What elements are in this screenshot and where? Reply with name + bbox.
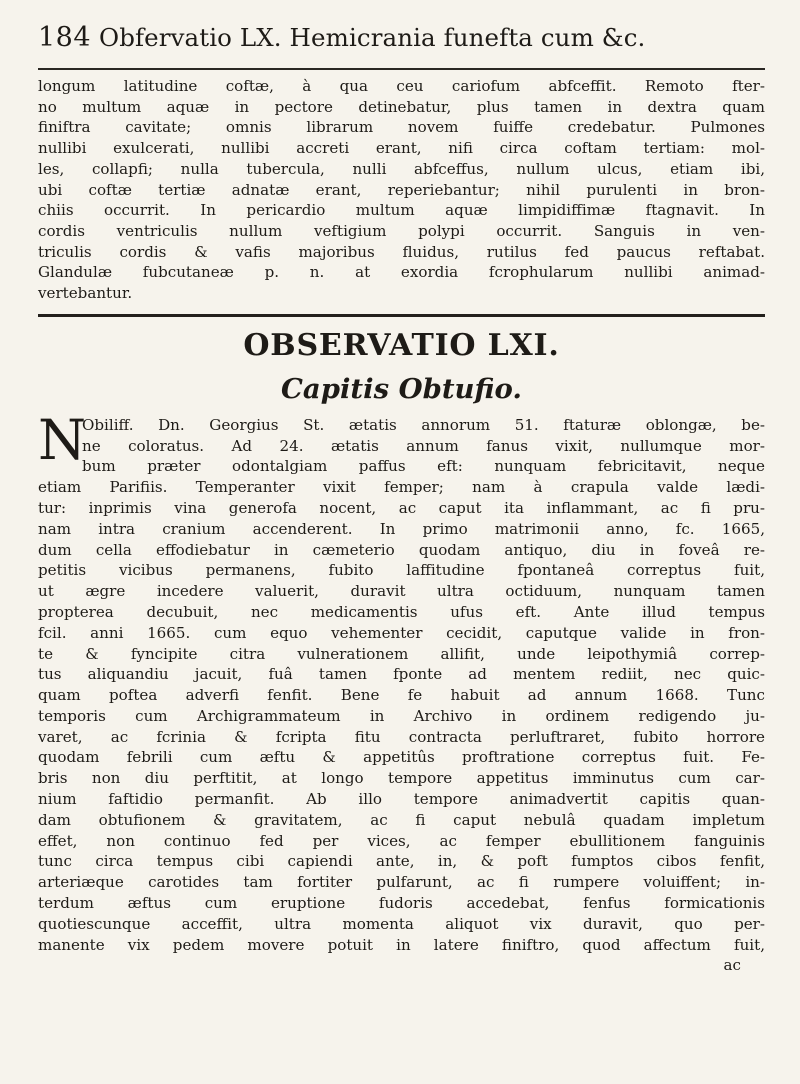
observation-subtitle: Capitis Obtufio. bbox=[281, 372, 522, 405]
text-line: longum latitudine coftæ, à qua ceu cariofum abfceffit. Remoto fter- bbox=[38, 77, 765, 95]
text-line: fcil. anni 1665. cum equo vehementer cecidit, caputque valide in fron- bbox=[38, 623, 765, 642]
text-line: vertebantur. bbox=[38, 284, 133, 303]
text-line: nullibi exulcerati, nullibi accreti erant, nifi circa coftam tertiam: mol- bbox=[38, 139, 765, 158]
text-line: tur: inprimis vina generofa nocent, ac caput ita inflammant, ac fi pru- bbox=[38, 498, 765, 517]
text-line: les, collapfi; nulla tubercula, nulli abfceffus, nullum ulcus, etiam ibi, bbox=[38, 159, 765, 178]
text-line: petitis vicibus permanens, fubito laffitudine fpontaneâ correptus fuit, bbox=[38, 561, 765, 580]
text-line: varet, ac fcrinia & fcripta fitu contracta perluftraret, fubito horrore bbox=[38, 727, 765, 746]
text-line: arteriæque carotides tam fortiter pulfarunt, ac fi rumpere voluiffent; in- bbox=[38, 873, 765, 892]
running-title: Obfervatio LX. Hemicrania funefta cum &c. bbox=[99, 23, 646, 52]
text-line: Glandulæ fubcutaneæ p. n. at exordia fcrophularum nullibi animad- bbox=[38, 263, 765, 282]
text-line: quotiescunque acceffit, ultra momenta aliquot vix duravit, quo per- bbox=[38, 914, 765, 933]
catchword: ac bbox=[723, 956, 741, 975]
text-line: no multum aquæ in pectore detinebatur, plus tamen in dextra quam bbox=[38, 97, 765, 116]
text-line: terdum æftus cum eruptione fudoris accedebat, fenfus formicationis bbox=[38, 894, 765, 913]
text-line: tunc circa tempus cibi capiendi ante, in, & poft fumptos cibos fenfit, bbox=[38, 852, 765, 871]
text-line: tus aliquandiu jacuit, fuâ tamen fponte ad mentem rediit, nec quic- bbox=[38, 665, 765, 684]
observation-title: OBSERVATIO LXI. bbox=[243, 327, 560, 363]
previous-observation-text bbox=[38, 76, 765, 304]
observation-body bbox=[38, 407, 765, 977]
text-line: chiis occurrit. In pericardio multum aquæ limpidiffimæ ftagnavit. In bbox=[38, 201, 765, 220]
text-line: Obiliff. Dn. Georgius St. ætatis annorum 51. ftaturæ oblongæ, be- bbox=[82, 415, 765, 434]
text-line: ne coloratus. Ad 24. ætatis annum fanus vixit, nullumque mor- bbox=[82, 436, 765, 455]
text-line: dam obtufionem & gravitatem, ac fi caput nebulâ quadam impletum bbox=[38, 810, 765, 829]
text-line: manente vix pedem movere potuit in latere finiftro, quod affectum fuit, bbox=[38, 935, 765, 954]
page-number: 184 bbox=[38, 22, 92, 53]
text-line: finiftra cavitate; omnis librarum novem fuiffe credebatur. Pulmones bbox=[38, 118, 765, 137]
text-line: bris non diu perftitit, at longo tempore appetitus imminutus cum car- bbox=[38, 769, 765, 788]
text-line: ut ægre incedere valuerit, duravit ultra octiduum, nunquam tamen bbox=[38, 582, 765, 601]
book-page bbox=[38, 22, 765, 976]
page-header bbox=[38, 22, 765, 68]
text-line: ubi coftæ tertiæ adnatæ erant, reperiebantur; nihil purulenti in bron- bbox=[38, 180, 765, 199]
text-line: nium faftidio permanfit. Ab illo tempore animadvertit capitis quan- bbox=[38, 790, 765, 809]
text-line: bum præter odontalgiam paffus eft: nunquam febricitavit, neque bbox=[82, 457, 765, 476]
text-line: triculis cordis & vafis majoribus fluidus, rutilus fed paucus reftabat. bbox=[38, 242, 765, 261]
text-line: temporis cum Archigrammateum in Archivo in ordinem redigendo ju- bbox=[38, 706, 765, 725]
text-line: etiam Parifiis. Temperanter vixit femper; nam à crapula valde lædi- bbox=[38, 478, 765, 497]
text-line: cordis ventriculis nullum veftigium polypi occurrit. Sanguis in ven- bbox=[38, 221, 765, 240]
text-line: propterea decubuit, nec medicamentis ufus eft. Ante illud tempus bbox=[38, 602, 765, 621]
text-line: quam poftea adverfi fenfit. Bene fe habuit ad annum 1668. Tunc bbox=[38, 686, 765, 705]
text-line: dum cella effodiebatur in cæmeterio quodam antiquo, diu in foveâ re- bbox=[38, 540, 765, 559]
drop-cap: N bbox=[38, 407, 87, 472]
text-line: nam intra cranium accenderent. In primo matrimonii anno, fc. 1665, bbox=[38, 519, 765, 538]
observation-text bbox=[38, 407, 765, 977]
text-line: effet, non continuo fed per vices, ac femper ebullitionem fanguinis bbox=[38, 831, 765, 850]
header-rule bbox=[38, 68, 765, 70]
text-line: quodam febrili cum æftu & appetitûs proftratione correptus fuit. Fe- bbox=[38, 748, 765, 767]
section-divider bbox=[38, 314, 765, 317]
text-line: te & fyncipite citra vulnerationem allifit, unde leipothymiâ correp- bbox=[38, 644, 765, 663]
